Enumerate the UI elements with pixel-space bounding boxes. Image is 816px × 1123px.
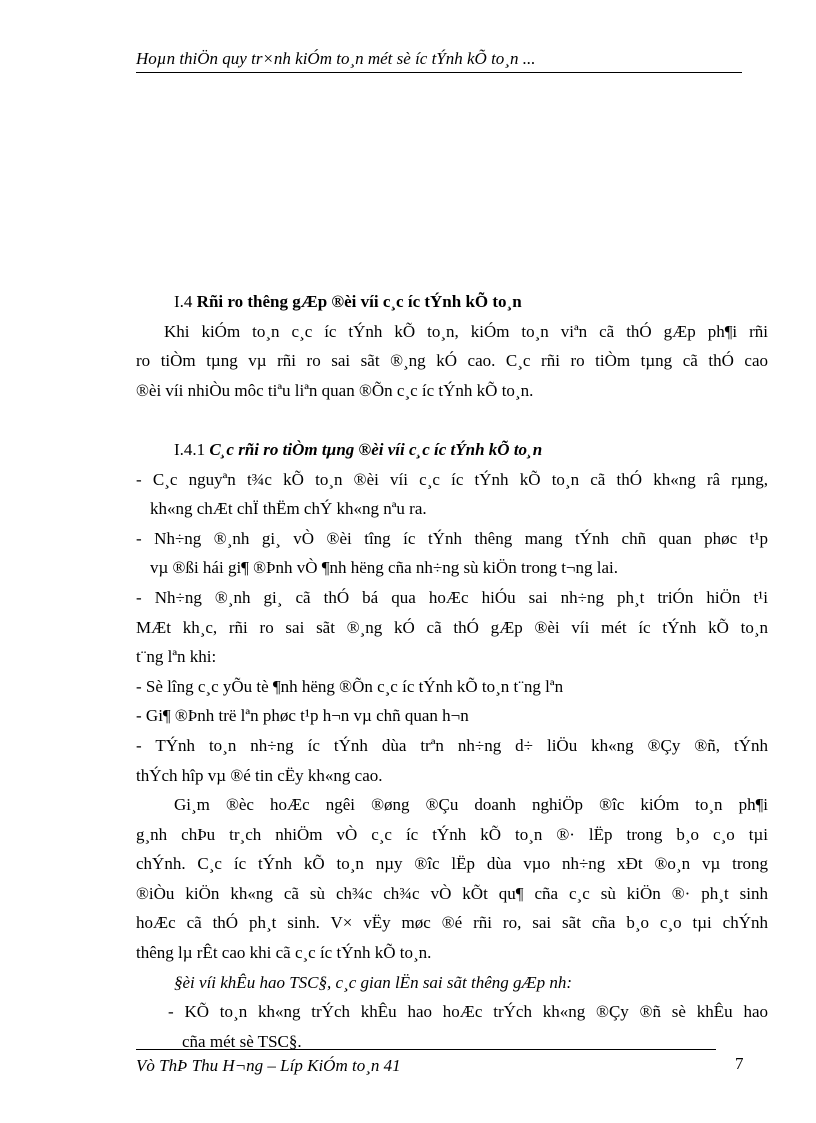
subsection-title: C¸c rñi ro tiÒm tµng ®èi víi c¸c íc tÝnh kÕ to¸n	[209, 439, 543, 459]
paragraph-line-4: ®iÒu kiÖn kh«ng cã sù ch¾c ch¾c vÒ kÕt qu¶ cña c¸c sù kiÖn ®· ph¸t sinh	[136, 883, 768, 903]
section-title: Rñi ro thêng gÆp ®èi víi c¸c íc tÝnh kÕ to¸n	[196, 292, 522, 311]
paragraph-line-5: hoÆc cã thÓ ph¸t sinh. V× vËy møc ®é rñi ro, sai sãt cña b¸o c¸o tµi chÝnh	[136, 913, 768, 933]
last-item-line-1: - KÕ to¸n kh«ng trÝch khÊu hao hoÆc trÝch kh«ng ®Çy ®ñ sè khÊu hao	[168, 1002, 768, 1022]
item-5: - Gi¶ ®Þnh trë lªn phøc t¹p h¬n vµ chñ quan h¬n	[136, 706, 469, 726]
item-3-line-2: MÆt kh¸c, rñi ro sai sãt ®¸ng kÓ cã thÓ gÆp ®èi víi mét íc tÝnh kÕ to¸n	[136, 617, 768, 637]
running-header: Hoµn thiÖn quy tr×nh kiÓm to¸n mét sè íc tÝnh kÕ to¸n ...	[136, 48, 742, 73]
paragraph-line-3: chÝnh. C¸c íc tÝnh kÕ to¸n nµy ®îc lËp dùa vµo nh÷ng xÐt ®o¸n vµ trong	[136, 854, 768, 874]
section-number: I.4	[174, 292, 193, 311]
item-2-line-1: - Nh÷ng ®¸nh gi¸ vÒ ®èi tîng íc tÝnh thêng mang tÝnh chñ quan phøc t¹p	[136, 528, 768, 548]
item-1-line-2: kh«ng chÆt chÏ thËm chÝ kh«ng nªu ra.	[150, 499, 427, 519]
intro-line-1: Khi kiÓm to¸n c¸c íc tÝnh kÕ to¸n, kiÓm to¸n viªn cã thÓ gÆp ph¶i rñi	[164, 321, 768, 341]
item-1-line-1: - C¸c nguyªn t¾c kÕ to¸n ®èi víi c¸c íc tÝnh kÕ to¸n cã thÓ kh«ng râ rµng,	[136, 469, 768, 489]
subsection-heading	[136, 435, 768, 465]
item-3-line-3: t¨ng lªn khi:	[136, 647, 217, 667]
last-item-line-2: cña mét sè TSC§.	[182, 1031, 302, 1051]
page-body	[136, 287, 768, 1056]
footer-divider	[136, 1049, 716, 1050]
page-number: 7	[735, 1054, 744, 1073]
paragraph-line-2: g¸nh chÞu tr¸ch nhiÖm vÒ c¸c íc tÝnh kÕ to¸n ®· lËp trong b¸o c¸o tµi	[136, 824, 768, 844]
footer-author: Vò ThÞ Thu H¬ng – Líp KiÓm to¸n 41	[136, 1056, 401, 1075]
item-4: - Sè lîng c¸c yÕu tè ¶nh hëng ®Õn c¸c íc tÝnh kÕ to¸n t¨ng lªn	[136, 676, 564, 696]
italic-intro-line: §èi víi khÊu hao TSC§, c¸c gian lËn sai sãt thêng gÆp nh:	[174, 972, 573, 992]
intro-line-2: ro tiÒm tµng vµ rñi ro sai sãt ®¸ng kÓ cao. C¸c rñi ro tiÒm tµng cã thÓ cao	[136, 351, 768, 371]
subsection-number: I.4.1	[174, 439, 206, 459]
item-3-line-1: - Nh÷ng ®¸nh gi¸ cã thÓ bá qua hoÆc hiÓu sai nh÷ng ph¸t triÓn hiÖn t¹i	[136, 587, 768, 607]
section-heading	[136, 287, 768, 317]
paragraph-line-6: thêng lµ rÊt cao khi cã c¸c íc tÝnh kÕ to¸n.	[136, 943, 432, 963]
item-2-line-2: vµ ®ßi hái gi¶ ®Þnh vÒ ¶nh hëng cña nh÷ng sù kiÖn trong t¬ng lai.	[150, 558, 618, 578]
item-6-line-1: - TÝnh to¸n nh÷ng íc tÝnh dùa trªn nh÷ng d÷ liÖu kh«ng ®Çy ®ñ, tÝnh	[136, 735, 768, 755]
intro-line-3: ®èi víi nhiÒu môc tiªu liªn quan ®Õn c¸c íc tÝnh kÕ to¸n.	[136, 380, 534, 400]
item-6-line-2: thÝch hîp vµ ®é tin cËy kh«ng cao.	[136, 765, 383, 785]
paragraph-line-1: Gi¸m ®èc hoÆc ngêi ®øng ®Çu doanh nghiÖp ®îc kiÓm to¸n ph¶i	[174, 795, 768, 815]
